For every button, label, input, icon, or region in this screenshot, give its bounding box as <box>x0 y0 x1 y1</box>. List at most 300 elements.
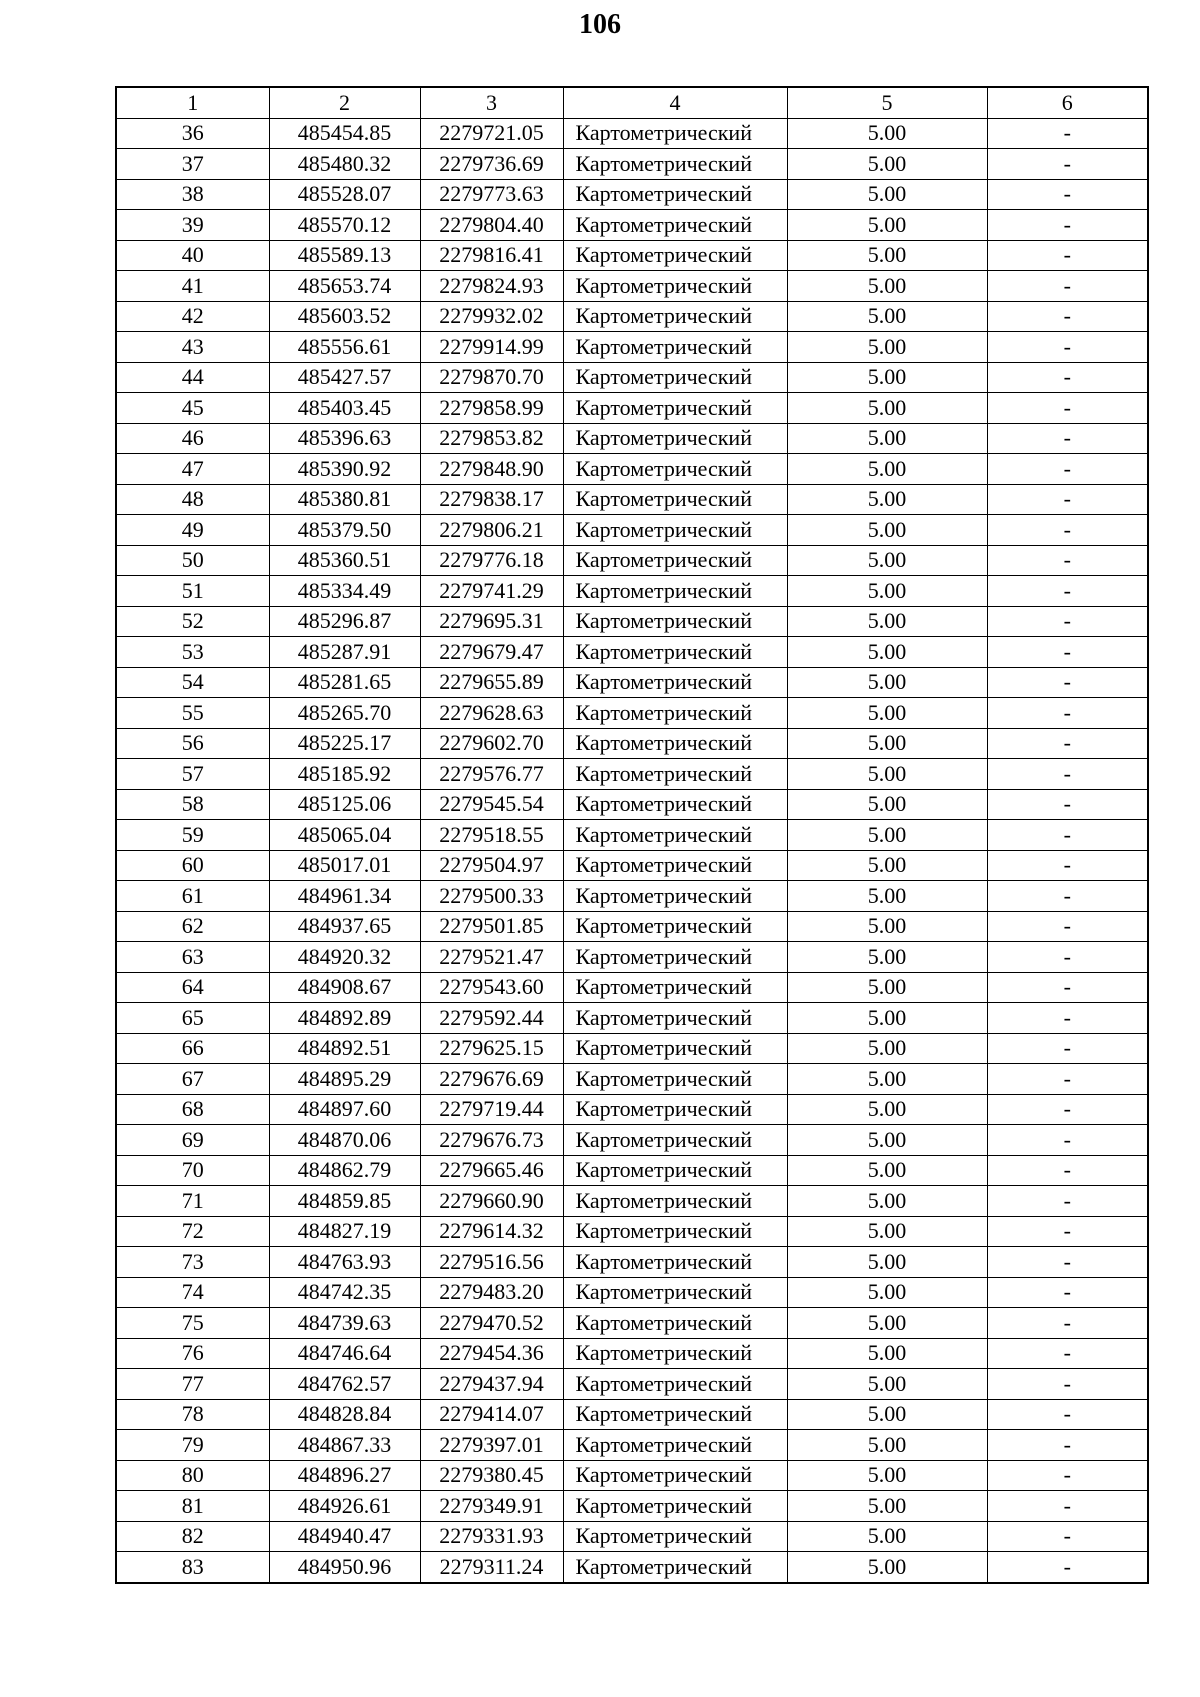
method-cell: Картометрический <box>563 1460 787 1491</box>
note-cell: - <box>987 1277 1148 1308</box>
note-cell: - <box>987 576 1148 607</box>
method-cell: Картометрический <box>563 118 787 149</box>
y-coordinate-cell: 2279914.99 <box>420 332 563 363</box>
accuracy-cell: 5.00 <box>787 149 987 180</box>
method-cell: Картометрический <box>563 820 787 851</box>
point-number-cell: 81 <box>116 1491 269 1522</box>
note-cell: - <box>987 362 1148 393</box>
x-coordinate-cell: 485287.91 <box>269 637 420 668</box>
accuracy-cell: 5.00 <box>787 1155 987 1186</box>
table-row <box>116 271 1148 302</box>
page-number: 106 <box>579 9 621 40</box>
x-coordinate-cell: 485334.49 <box>269 576 420 607</box>
x-coordinate-cell: 484950.96 <box>269 1552 420 1583</box>
table-row <box>116 1521 1148 1552</box>
x-coordinate-cell: 485653.74 <box>269 271 420 302</box>
header-cell-5: 5 <box>787 87 987 118</box>
note-cell: - <box>987 1247 1148 1278</box>
accuracy-cell: 5.00 <box>787 1338 987 1369</box>
x-coordinate-cell: 484762.57 <box>269 1369 420 1400</box>
method-cell: Картометрический <box>563 454 787 485</box>
x-coordinate-cell: 484961.34 <box>269 881 420 912</box>
note-cell: - <box>987 1491 1148 1522</box>
point-number-cell: 48 <box>116 484 269 515</box>
accuracy-cell: 5.00 <box>787 698 987 729</box>
note-cell: - <box>987 667 1148 698</box>
y-coordinate-cell: 2279806.21 <box>420 515 563 546</box>
table-row <box>116 911 1148 942</box>
y-coordinate-cell: 2279349.91 <box>420 1491 563 1522</box>
table-header <box>116 87 1148 118</box>
point-number-cell: 64 <box>116 972 269 1003</box>
method-cell: Картометрический <box>563 210 787 241</box>
point-number-cell: 54 <box>116 667 269 698</box>
note-cell: - <box>987 1460 1148 1491</box>
accuracy-cell: 5.00 <box>787 606 987 637</box>
accuracy-cell: 5.00 <box>787 1125 987 1156</box>
method-cell: Картометрический <box>563 881 787 912</box>
table-row <box>116 850 1148 881</box>
y-coordinate-cell: 2279848.90 <box>420 454 563 485</box>
point-number-cell: 47 <box>116 454 269 485</box>
x-coordinate-cell: 484892.51 <box>269 1033 420 1064</box>
point-number-cell: 70 <box>116 1155 269 1186</box>
table-row <box>116 1491 1148 1522</box>
y-coordinate-cell: 2279331.93 <box>420 1521 563 1552</box>
y-coordinate-cell: 2279773.63 <box>420 179 563 210</box>
y-coordinate-cell: 2279500.33 <box>420 881 563 912</box>
y-coordinate-cell: 2279397.01 <box>420 1430 563 1461</box>
method-cell: Картометрический <box>563 1186 787 1217</box>
x-coordinate-cell: 484862.79 <box>269 1155 420 1186</box>
method-cell: Картометрический <box>563 179 787 210</box>
point-number-cell: 42 <box>116 301 269 332</box>
x-coordinate-cell: 485454.85 <box>269 118 420 149</box>
method-cell: Картометрический <box>563 1247 787 1278</box>
x-coordinate-cell: 484867.33 <box>269 1430 420 1461</box>
method-cell: Картометрический <box>563 1277 787 1308</box>
point-number-cell: 63 <box>116 942 269 973</box>
y-coordinate-cell: 2279721.05 <box>420 118 563 149</box>
point-number-cell: 79 <box>116 1430 269 1461</box>
point-number-cell: 58 <box>116 789 269 820</box>
x-coordinate-cell: 485281.65 <box>269 667 420 698</box>
coordinates-table <box>115 86 1149 1584</box>
y-coordinate-cell: 2279504.97 <box>420 850 563 881</box>
note-cell: - <box>987 1552 1148 1583</box>
table-row <box>116 1430 1148 1461</box>
accuracy-cell: 5.00 <box>787 911 987 942</box>
x-coordinate-cell: 485390.92 <box>269 454 420 485</box>
method-cell: Картометрический <box>563 637 787 668</box>
note-cell: - <box>987 240 1148 271</box>
method-cell: Картометрический <box>563 1064 787 1095</box>
accuracy-cell: 5.00 <box>787 576 987 607</box>
y-coordinate-cell: 2279516.56 <box>420 1247 563 1278</box>
table-row <box>116 1033 1148 1064</box>
table-row <box>116 545 1148 576</box>
x-coordinate-cell: 484920.32 <box>269 942 420 973</box>
note-cell: - <box>987 850 1148 881</box>
table-row <box>116 972 1148 1003</box>
accuracy-cell: 5.00 <box>787 210 987 241</box>
x-coordinate-cell: 485065.04 <box>269 820 420 851</box>
accuracy-cell: 5.00 <box>787 820 987 851</box>
accuracy-cell: 5.00 <box>787 362 987 393</box>
note-cell: - <box>987 1521 1148 1552</box>
header-cell-3: 3 <box>420 87 563 118</box>
x-coordinate-cell: 485379.50 <box>269 515 420 546</box>
table-row <box>116 606 1148 637</box>
x-coordinate-cell: 485125.06 <box>269 789 420 820</box>
note-cell: - <box>987 301 1148 332</box>
note-cell: - <box>987 332 1148 363</box>
point-number-cell: 56 <box>116 728 269 759</box>
accuracy-cell: 5.00 <box>787 881 987 912</box>
method-cell: Картометрический <box>563 698 787 729</box>
note-cell: - <box>987 454 1148 485</box>
note-cell: - <box>987 1155 1148 1186</box>
x-coordinate-cell: 484940.47 <box>269 1521 420 1552</box>
y-coordinate-cell: 2279695.31 <box>420 606 563 637</box>
y-coordinate-cell: 2279576.77 <box>420 759 563 790</box>
header-cell-6: 6 <box>987 87 1148 118</box>
method-cell: Картометрический <box>563 911 787 942</box>
y-coordinate-cell: 2279676.69 <box>420 1064 563 1095</box>
note-cell: - <box>987 820 1148 851</box>
header-cell-4: 4 <box>563 87 787 118</box>
x-coordinate-cell: 485380.81 <box>269 484 420 515</box>
note-cell: - <box>987 179 1148 210</box>
point-number-cell: 71 <box>116 1186 269 1217</box>
point-number-cell: 62 <box>116 911 269 942</box>
note-cell: - <box>987 1125 1148 1156</box>
point-number-cell: 39 <box>116 210 269 241</box>
table-row <box>116 1308 1148 1339</box>
point-number-cell: 66 <box>116 1033 269 1064</box>
method-cell: Картометрический <box>563 423 787 454</box>
table-row <box>116 179 1148 210</box>
x-coordinate-cell: 485017.01 <box>269 850 420 881</box>
method-cell: Картометрический <box>563 1369 787 1400</box>
point-number-cell: 75 <box>116 1308 269 1339</box>
y-coordinate-cell: 2279679.47 <box>420 637 563 668</box>
point-number-cell: 76 <box>116 1338 269 1369</box>
accuracy-cell: 5.00 <box>787 545 987 576</box>
point-number-cell: 83 <box>116 1552 269 1583</box>
note-cell: - <box>987 1094 1148 1125</box>
y-coordinate-cell: 2279736.69 <box>420 149 563 180</box>
point-number-cell: 46 <box>116 423 269 454</box>
method-cell: Картометрический <box>563 1491 787 1522</box>
table-row <box>116 1064 1148 1095</box>
method-cell: Картометрический <box>563 576 787 607</box>
note-cell: - <box>987 1003 1148 1034</box>
note-cell: - <box>987 972 1148 1003</box>
method-cell: Картометрический <box>563 1430 787 1461</box>
y-coordinate-cell: 2279816.41 <box>420 240 563 271</box>
x-coordinate-cell: 485185.92 <box>269 759 420 790</box>
accuracy-cell: 5.00 <box>787 789 987 820</box>
accuracy-cell: 5.00 <box>787 1003 987 1034</box>
y-coordinate-cell: 2279501.85 <box>420 911 563 942</box>
accuracy-cell: 5.00 <box>787 271 987 302</box>
method-cell: Картометрический <box>563 1155 787 1186</box>
method-cell: Картометрический <box>563 1552 787 1583</box>
method-cell: Картометрический <box>563 606 787 637</box>
table-row <box>116 728 1148 759</box>
x-coordinate-cell: 484742.35 <box>269 1277 420 1308</box>
y-coordinate-cell: 2279853.82 <box>420 423 563 454</box>
note-cell: - <box>987 789 1148 820</box>
point-number-cell: 61 <box>116 881 269 912</box>
x-coordinate-cell: 485556.61 <box>269 332 420 363</box>
x-coordinate-cell: 485265.70 <box>269 698 420 729</box>
accuracy-cell: 5.00 <box>787 1308 987 1339</box>
accuracy-cell: 5.00 <box>787 118 987 149</box>
accuracy-cell: 5.00 <box>787 1552 987 1583</box>
note-cell: - <box>987 606 1148 637</box>
accuracy-cell: 5.00 <box>787 1216 987 1247</box>
accuracy-cell: 5.00 <box>787 728 987 759</box>
table-row <box>116 576 1148 607</box>
table-row <box>116 362 1148 393</box>
method-cell: Картометрический <box>563 1216 787 1247</box>
method-cell: Картометрический <box>563 1094 787 1125</box>
method-cell: Картометрический <box>563 667 787 698</box>
method-cell: Картометрический <box>563 1033 787 1064</box>
accuracy-cell: 5.00 <box>787 850 987 881</box>
note-cell: - <box>987 1338 1148 1369</box>
table-row <box>116 698 1148 729</box>
accuracy-cell: 5.00 <box>787 1064 987 1095</box>
y-coordinate-cell: 2279838.17 <box>420 484 563 515</box>
point-number-cell: 37 <box>116 149 269 180</box>
y-coordinate-cell: 2279614.32 <box>420 1216 563 1247</box>
table-row <box>116 149 1148 180</box>
method-cell: Картометрический <box>563 484 787 515</box>
table-row <box>116 301 1148 332</box>
accuracy-cell: 5.00 <box>787 1399 987 1430</box>
y-coordinate-cell: 2279665.46 <box>420 1155 563 1186</box>
table-body <box>116 118 1148 1583</box>
y-coordinate-cell: 2279437.94 <box>420 1369 563 1400</box>
point-number-cell: 36 <box>116 118 269 149</box>
accuracy-cell: 5.00 <box>787 1491 987 1522</box>
y-coordinate-cell: 2279625.15 <box>420 1033 563 1064</box>
accuracy-cell: 5.00 <box>787 942 987 973</box>
accuracy-cell: 5.00 <box>787 1430 987 1461</box>
table-row <box>116 515 1148 546</box>
x-coordinate-cell: 484763.93 <box>269 1247 420 1278</box>
note-cell: - <box>987 210 1148 241</box>
table-row <box>116 637 1148 668</box>
table-row <box>116 423 1148 454</box>
point-number-cell: 40 <box>116 240 269 271</box>
x-coordinate-cell: 484870.06 <box>269 1125 420 1156</box>
accuracy-cell: 5.00 <box>787 667 987 698</box>
x-coordinate-cell: 485360.51 <box>269 545 420 576</box>
x-coordinate-cell: 484926.61 <box>269 1491 420 1522</box>
header-row <box>116 87 1148 118</box>
table-row <box>116 881 1148 912</box>
method-cell: Картометрический <box>563 1399 787 1430</box>
method-cell: Картометрический <box>563 149 787 180</box>
accuracy-cell: 5.00 <box>787 1521 987 1552</box>
accuracy-cell: 5.00 <box>787 1277 987 1308</box>
y-coordinate-cell: 2279311.24 <box>420 1552 563 1583</box>
accuracy-cell: 5.00 <box>787 240 987 271</box>
x-coordinate-cell: 484896.27 <box>269 1460 420 1491</box>
table-row <box>116 1094 1148 1125</box>
note-cell: - <box>987 1430 1148 1461</box>
note-cell: - <box>987 759 1148 790</box>
point-number-cell: 50 <box>116 545 269 576</box>
table-row <box>116 1277 1148 1308</box>
y-coordinate-cell: 2279543.60 <box>420 972 563 1003</box>
y-coordinate-cell: 2279483.20 <box>420 1277 563 1308</box>
accuracy-cell: 5.00 <box>787 1186 987 1217</box>
table-row <box>116 1125 1148 1156</box>
point-number-cell: 44 <box>116 362 269 393</box>
table-row <box>116 332 1148 363</box>
x-coordinate-cell: 485480.32 <box>269 149 420 180</box>
point-number-cell: 67 <box>116 1064 269 1095</box>
x-coordinate-cell: 485589.13 <box>269 240 420 271</box>
y-coordinate-cell: 2279804.40 <box>420 210 563 241</box>
point-number-cell: 82 <box>116 1521 269 1552</box>
x-coordinate-cell: 484739.63 <box>269 1308 420 1339</box>
x-coordinate-cell: 485396.63 <box>269 423 420 454</box>
y-coordinate-cell: 2279655.89 <box>420 667 563 698</box>
point-number-cell: 65 <box>116 1003 269 1034</box>
y-coordinate-cell: 2279628.63 <box>420 698 563 729</box>
x-coordinate-cell: 485570.12 <box>269 210 420 241</box>
note-cell: - <box>987 881 1148 912</box>
x-coordinate-cell: 485603.52 <box>269 301 420 332</box>
point-number-cell: 77 <box>116 1369 269 1400</box>
accuracy-cell: 5.00 <box>787 332 987 363</box>
note-cell: - <box>987 728 1148 759</box>
y-coordinate-cell: 2279719.44 <box>420 1094 563 1125</box>
accuracy-cell: 5.00 <box>787 393 987 424</box>
point-number-cell: 53 <box>116 637 269 668</box>
y-coordinate-cell: 2279518.55 <box>420 820 563 851</box>
note-cell: - <box>987 515 1148 546</box>
point-number-cell: 68 <box>116 1094 269 1125</box>
point-number-cell: 55 <box>116 698 269 729</box>
x-coordinate-cell: 485403.45 <box>269 393 420 424</box>
x-coordinate-cell: 484897.60 <box>269 1094 420 1125</box>
table-row <box>116 1216 1148 1247</box>
method-cell: Картометрический <box>563 1308 787 1339</box>
method-cell: Картометрический <box>563 1003 787 1034</box>
table-row <box>116 1552 1148 1583</box>
x-coordinate-cell: 484859.85 <box>269 1186 420 1217</box>
y-coordinate-cell: 2279414.07 <box>420 1399 563 1430</box>
note-cell: - <box>987 911 1148 942</box>
x-coordinate-cell: 485225.17 <box>269 728 420 759</box>
table-row <box>116 210 1148 241</box>
method-cell: Картометрический <box>563 789 787 820</box>
x-coordinate-cell: 484828.84 <box>269 1399 420 1430</box>
point-number-cell: 57 <box>116 759 269 790</box>
table-row <box>116 667 1148 698</box>
note-cell: - <box>987 423 1148 454</box>
accuracy-cell: 5.00 <box>787 1369 987 1400</box>
accuracy-cell: 5.00 <box>787 972 987 1003</box>
method-cell: Картометрический <box>563 759 787 790</box>
accuracy-cell: 5.00 <box>787 301 987 332</box>
x-coordinate-cell: 484746.64 <box>269 1338 420 1369</box>
y-coordinate-cell: 2279454.36 <box>420 1338 563 1369</box>
method-cell: Картометрический <box>563 301 787 332</box>
point-number-cell: 60 <box>116 850 269 881</box>
note-cell: - <box>987 484 1148 515</box>
x-coordinate-cell: 485528.07 <box>269 179 420 210</box>
accuracy-cell: 5.00 <box>787 515 987 546</box>
accuracy-cell: 5.00 <box>787 1033 987 1064</box>
y-coordinate-cell: 2279870.70 <box>420 362 563 393</box>
x-coordinate-cell: 484827.19 <box>269 1216 420 1247</box>
method-cell: Картометрический <box>563 1521 787 1552</box>
accuracy-cell: 5.00 <box>787 759 987 790</box>
method-cell: Картометрический <box>563 1125 787 1156</box>
method-cell: Картометрический <box>563 332 787 363</box>
y-coordinate-cell: 2279380.45 <box>420 1460 563 1491</box>
y-coordinate-cell: 2279858.99 <box>420 393 563 424</box>
header-cell-1: 1 <box>116 87 269 118</box>
y-coordinate-cell: 2279776.18 <box>420 545 563 576</box>
table-row <box>116 1369 1148 1400</box>
table-row <box>116 789 1148 820</box>
accuracy-cell: 5.00 <box>787 179 987 210</box>
point-number-cell: 45 <box>116 393 269 424</box>
method-cell: Картометрический <box>563 271 787 302</box>
header-cell-2: 2 <box>269 87 420 118</box>
y-coordinate-cell: 2279602.70 <box>420 728 563 759</box>
x-coordinate-cell: 484895.29 <box>269 1064 420 1095</box>
table-row <box>116 759 1148 790</box>
note-cell: - <box>987 1216 1148 1247</box>
point-number-cell: 52 <box>116 606 269 637</box>
accuracy-cell: 5.00 <box>787 454 987 485</box>
note-cell: - <box>987 393 1148 424</box>
y-coordinate-cell: 2279741.29 <box>420 576 563 607</box>
point-number-cell: 74 <box>116 1277 269 1308</box>
table-row <box>116 240 1148 271</box>
table-row <box>116 942 1148 973</box>
point-number-cell: 49 <box>116 515 269 546</box>
y-coordinate-cell: 2279470.52 <box>420 1308 563 1339</box>
note-cell: - <box>987 942 1148 973</box>
method-cell: Картометрический <box>563 393 787 424</box>
table-row <box>116 118 1148 149</box>
x-coordinate-cell: 484937.65 <box>269 911 420 942</box>
note-cell: - <box>987 118 1148 149</box>
table-row <box>116 1247 1148 1278</box>
y-coordinate-cell: 2279545.54 <box>420 789 563 820</box>
x-coordinate-cell: 485427.57 <box>269 362 420 393</box>
accuracy-cell: 5.00 <box>787 1094 987 1125</box>
method-cell: Картометрический <box>563 728 787 759</box>
accuracy-cell: 5.00 <box>787 423 987 454</box>
y-coordinate-cell: 2279521.47 <box>420 942 563 973</box>
table-row <box>116 1460 1148 1491</box>
y-coordinate-cell: 2279824.93 <box>420 271 563 302</box>
method-cell: Картометрический <box>563 942 787 973</box>
note-cell: - <box>987 637 1148 668</box>
